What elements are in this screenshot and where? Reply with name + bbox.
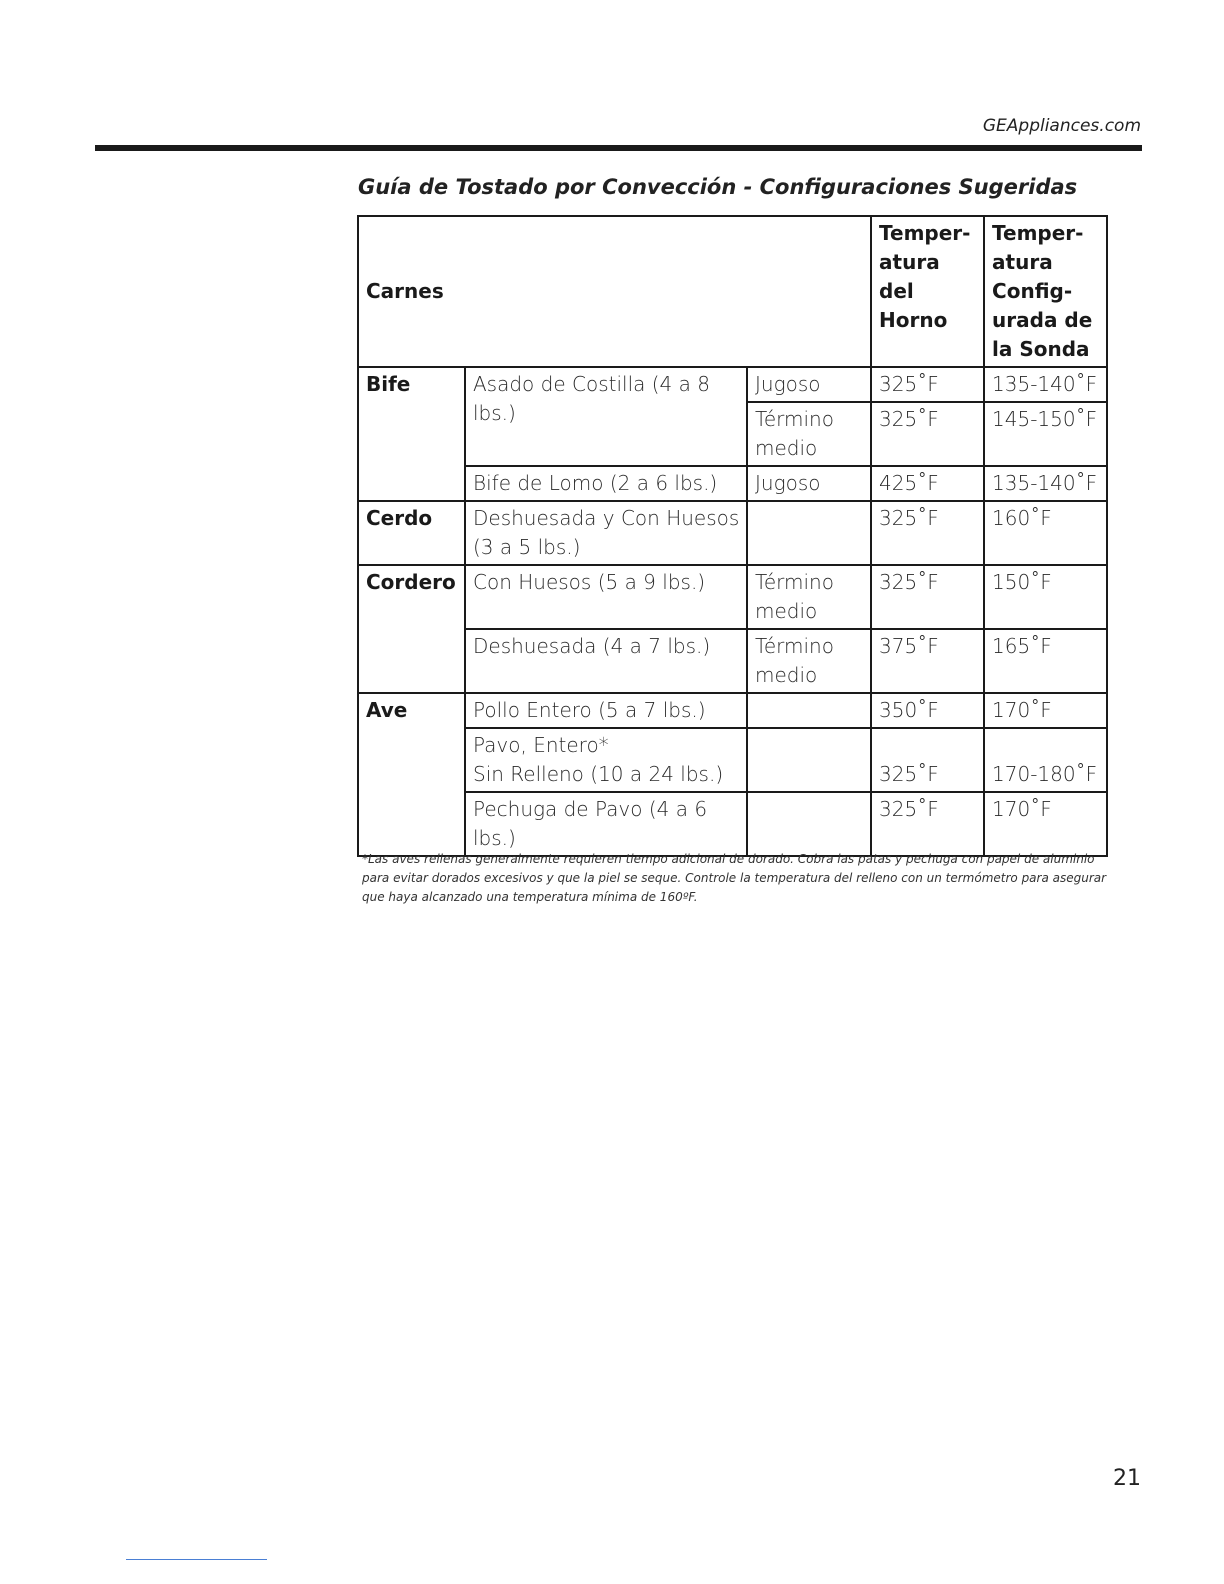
table-row <box>358 792 1107 856</box>
table-header-row <box>358 216 1107 367</box>
probe-temp-cell: 135-140˚F <box>984 367 1107 402</box>
oven-temp-cell: 325˚F <box>871 402 984 466</box>
table-row <box>358 693 1107 728</box>
doneness-cell: Jugoso <box>747 466 871 501</box>
doneness-cell <box>747 792 871 856</box>
item-cell: Pavo, Entero* Sin Relleno (10 a 24 lbs.) <box>465 728 747 792</box>
category-cell: Bife <box>358 367 465 501</box>
oven-temp-cell: 325˚F <box>871 367 984 402</box>
item-cell: Pollo Entero (5 a 7 lbs.) <box>465 693 747 728</box>
probe-temp-cell: 170-180˚F <box>984 728 1107 792</box>
table-row <box>358 629 1107 693</box>
site-url[interactable]: GEAppliances.com <box>982 116 1141 136</box>
item-cell: Deshuesada y Con Huesos (3 a 5 lbs.) <box>465 501 747 565</box>
oven-temp-cell: 325˚F <box>871 565 984 629</box>
doneness-cell <box>747 501 871 565</box>
item-cell: Bife de Lomo (2 a 6 lbs.) <box>465 466 747 501</box>
header-probe-temp: Temper- atura Config- urada de la Sonda <box>984 216 1107 367</box>
oven-temp-cell: 425˚F <box>871 466 984 501</box>
doneness-cell: Término medio <box>747 629 871 693</box>
header-rule <box>95 145 1142 151</box>
probe-temp-cell: 170˚F <box>984 693 1107 728</box>
table-row <box>358 466 1107 501</box>
probe-temp-cell: 150˚F <box>984 565 1107 629</box>
category-cell: Cordero <box>358 565 465 693</box>
item-cell: Asado de Costilla (4 a 8 lbs.) <box>465 367 747 466</box>
doneness-cell <box>747 693 871 728</box>
item-cell: Con Huesos (5 a 9 lbs.) <box>465 565 747 629</box>
link-underline[interactable] <box>126 1559 267 1560</box>
page-number: 21 <box>1113 1466 1141 1491</box>
probe-temp-cell: 135-140˚F <box>984 466 1107 501</box>
footnote: *Las aves rellenas generalmente requieren tiempo adicional de dorado. Cobra las patas y pechuga con papel de aluminio para evitar dorados excesivos y que la piel se seque. Controle la temperatura del relleno con un termómetro para asegurar que haya alcanzado una temperatura mínima de 160ºF. <box>362 852 1107 904</box>
header-oven-temp: Temper- atura del Horno <box>871 216 984 367</box>
category-cell: Cerdo <box>358 501 465 565</box>
doneness-cell: Término medio <box>747 565 871 629</box>
oven-temp-cell: 325˚F <box>871 728 984 792</box>
oven-temp-cell: 350˚F <box>871 693 984 728</box>
oven-temp-cell: 325˚F <box>871 501 984 565</box>
doneness-cell <box>747 728 871 792</box>
doneness-cell: Término medio <box>747 402 871 466</box>
probe-temp-cell: 170˚F <box>984 792 1107 856</box>
oven-temp-cell: 325˚F <box>871 792 984 856</box>
header-meats: Carnes <box>358 216 871 367</box>
probe-temp-cell: 165˚F <box>984 629 1107 693</box>
item-cell: Pechuga de Pavo (4 a 6 lbs.) <box>465 792 747 856</box>
page-title: Guía de Tostado por Convección - Configuraciones Sugeridas <box>358 175 1078 199</box>
convection-roasting-table <box>357 215 1108 857</box>
item-cell: Deshuesada (4 a 7 lbs.) <box>465 629 747 693</box>
oven-temp-cell: 375˚F <box>871 629 984 693</box>
table-row <box>358 565 1107 629</box>
doneness-cell: Jugoso <box>747 367 871 402</box>
probe-temp-cell: 160˚F <box>984 501 1107 565</box>
table-row <box>358 728 1107 792</box>
table-row <box>358 367 1107 402</box>
category-cell: Ave <box>358 693 465 856</box>
probe-temp-cell: 145-150˚F <box>984 402 1107 466</box>
table-row <box>358 501 1107 565</box>
